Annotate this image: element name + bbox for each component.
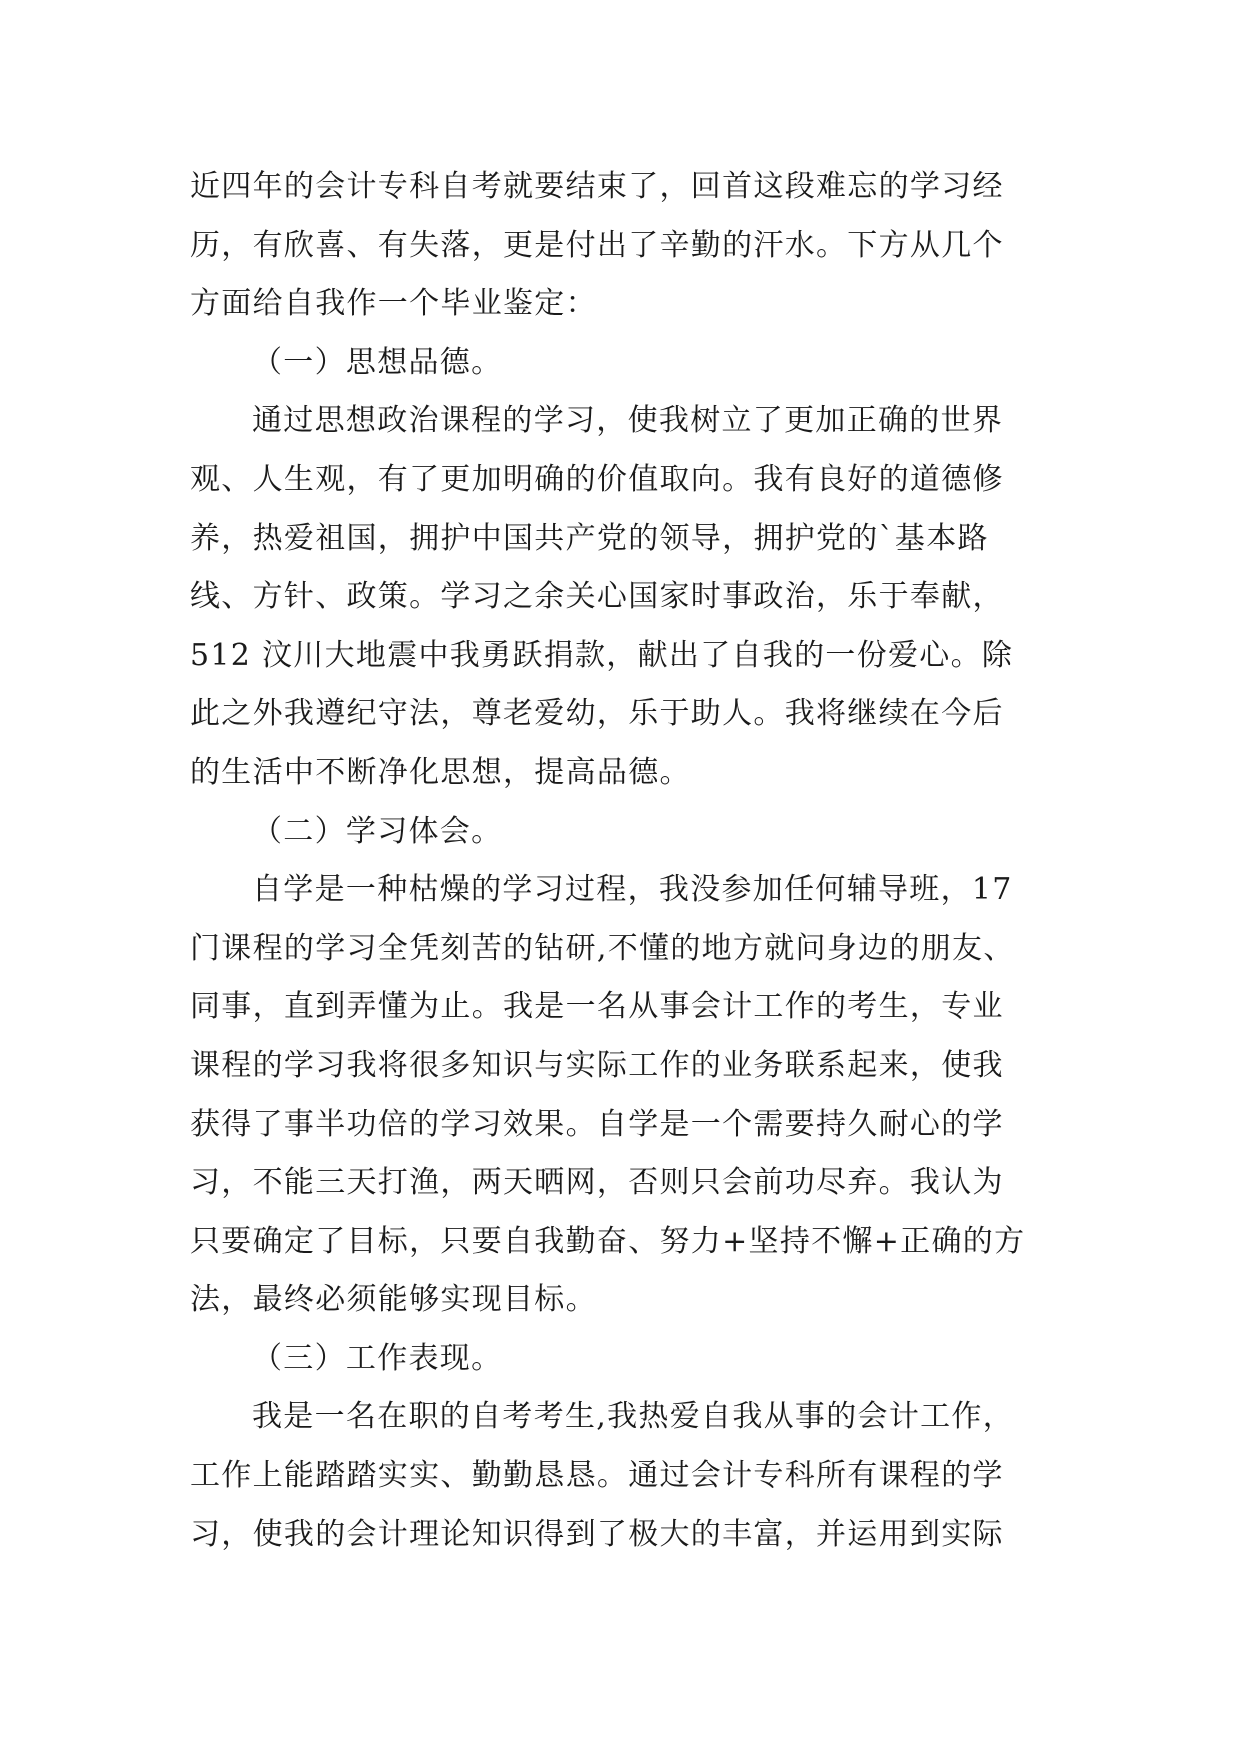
text-line: 习，不能三天打渔，两天晒网，否则只会前功尽弃。我认为 bbox=[190, 1165, 1004, 1201]
text-line: 自学是一种枯燥的学习过程，我没参加任何辅导班，17 bbox=[252, 872, 1013, 908]
text-line: 获得了事半功倍的学习效果。自学是一个需要持久耐心的学 bbox=[190, 1106, 1004, 1142]
text-line: 512 汶川大地震中我勇跃捐款，献出了自我的一份爱心。除 bbox=[190, 637, 1014, 673]
text-line: 通过思想政治课程的学习，使我树立了更加正确的世界 bbox=[252, 403, 1004, 439]
document-body bbox=[190, 158, 1060, 1564]
text-line: 养，热爱祖国，拥护中国共产党的领导，拥护党的`基本路 bbox=[190, 520, 989, 556]
text-line: 观、人生观，有了更加明确的价值取向。我有良好的道德修 bbox=[190, 461, 1004, 497]
text-line: 的生活中不断净化思想，提高品德。 bbox=[190, 754, 691, 790]
text-line: 同事，直到弄懂为止。我是一名从事会计工作的考生，专业 bbox=[190, 989, 1004, 1025]
text-line: 门课程的学习全凭刻苦的钻研,不懂的地方就问身边的朋友、 bbox=[190, 930, 1015, 966]
text-line: 历，有欣喜、有失落，更是付出了辛勤的汗水。下方从几个 bbox=[190, 227, 1004, 263]
section-heading: （一）思想品德。 bbox=[252, 344, 503, 380]
text-line: 法，最终必须能够实现目标。 bbox=[190, 1282, 597, 1318]
text-line: 我是一名在职的自考考生,我热爱自我从事的会计工作， bbox=[252, 1399, 1015, 1435]
text-line: 只要确定了目标，只要自我勤奋、努力+坚持不懈+正确的方 bbox=[190, 1223, 1026, 1259]
text-line: 方面给自我作一个毕业鉴定： bbox=[190, 286, 597, 322]
text-line: 工作上能踏踏实实、勤勤恳恳。通过会计专科所有课程的学 bbox=[190, 1458, 1004, 1494]
text-line: 近四年的会计专科自考就要结束了，回首这段难忘的学习经 bbox=[190, 169, 1004, 204]
section-heading: （三）工作表现。 bbox=[252, 1340, 503, 1376]
text-line: 课程的学习我将很多知识与实际工作的业务联系起来，使我 bbox=[190, 1047, 1004, 1083]
text-line: 此之外我遵纪守法，尊老爱幼，乐于助人。我将继续在今后 bbox=[190, 696, 1004, 732]
text-line: 线、方针、政策。学习之余关心国家时事政治，乐于奉献， bbox=[190, 579, 1004, 615]
text-line: 习，使我的会计理论知识得到了极大的丰富，并运用到实际 bbox=[190, 1516, 1004, 1552]
section-heading: （二）学习体会。 bbox=[252, 813, 503, 849]
